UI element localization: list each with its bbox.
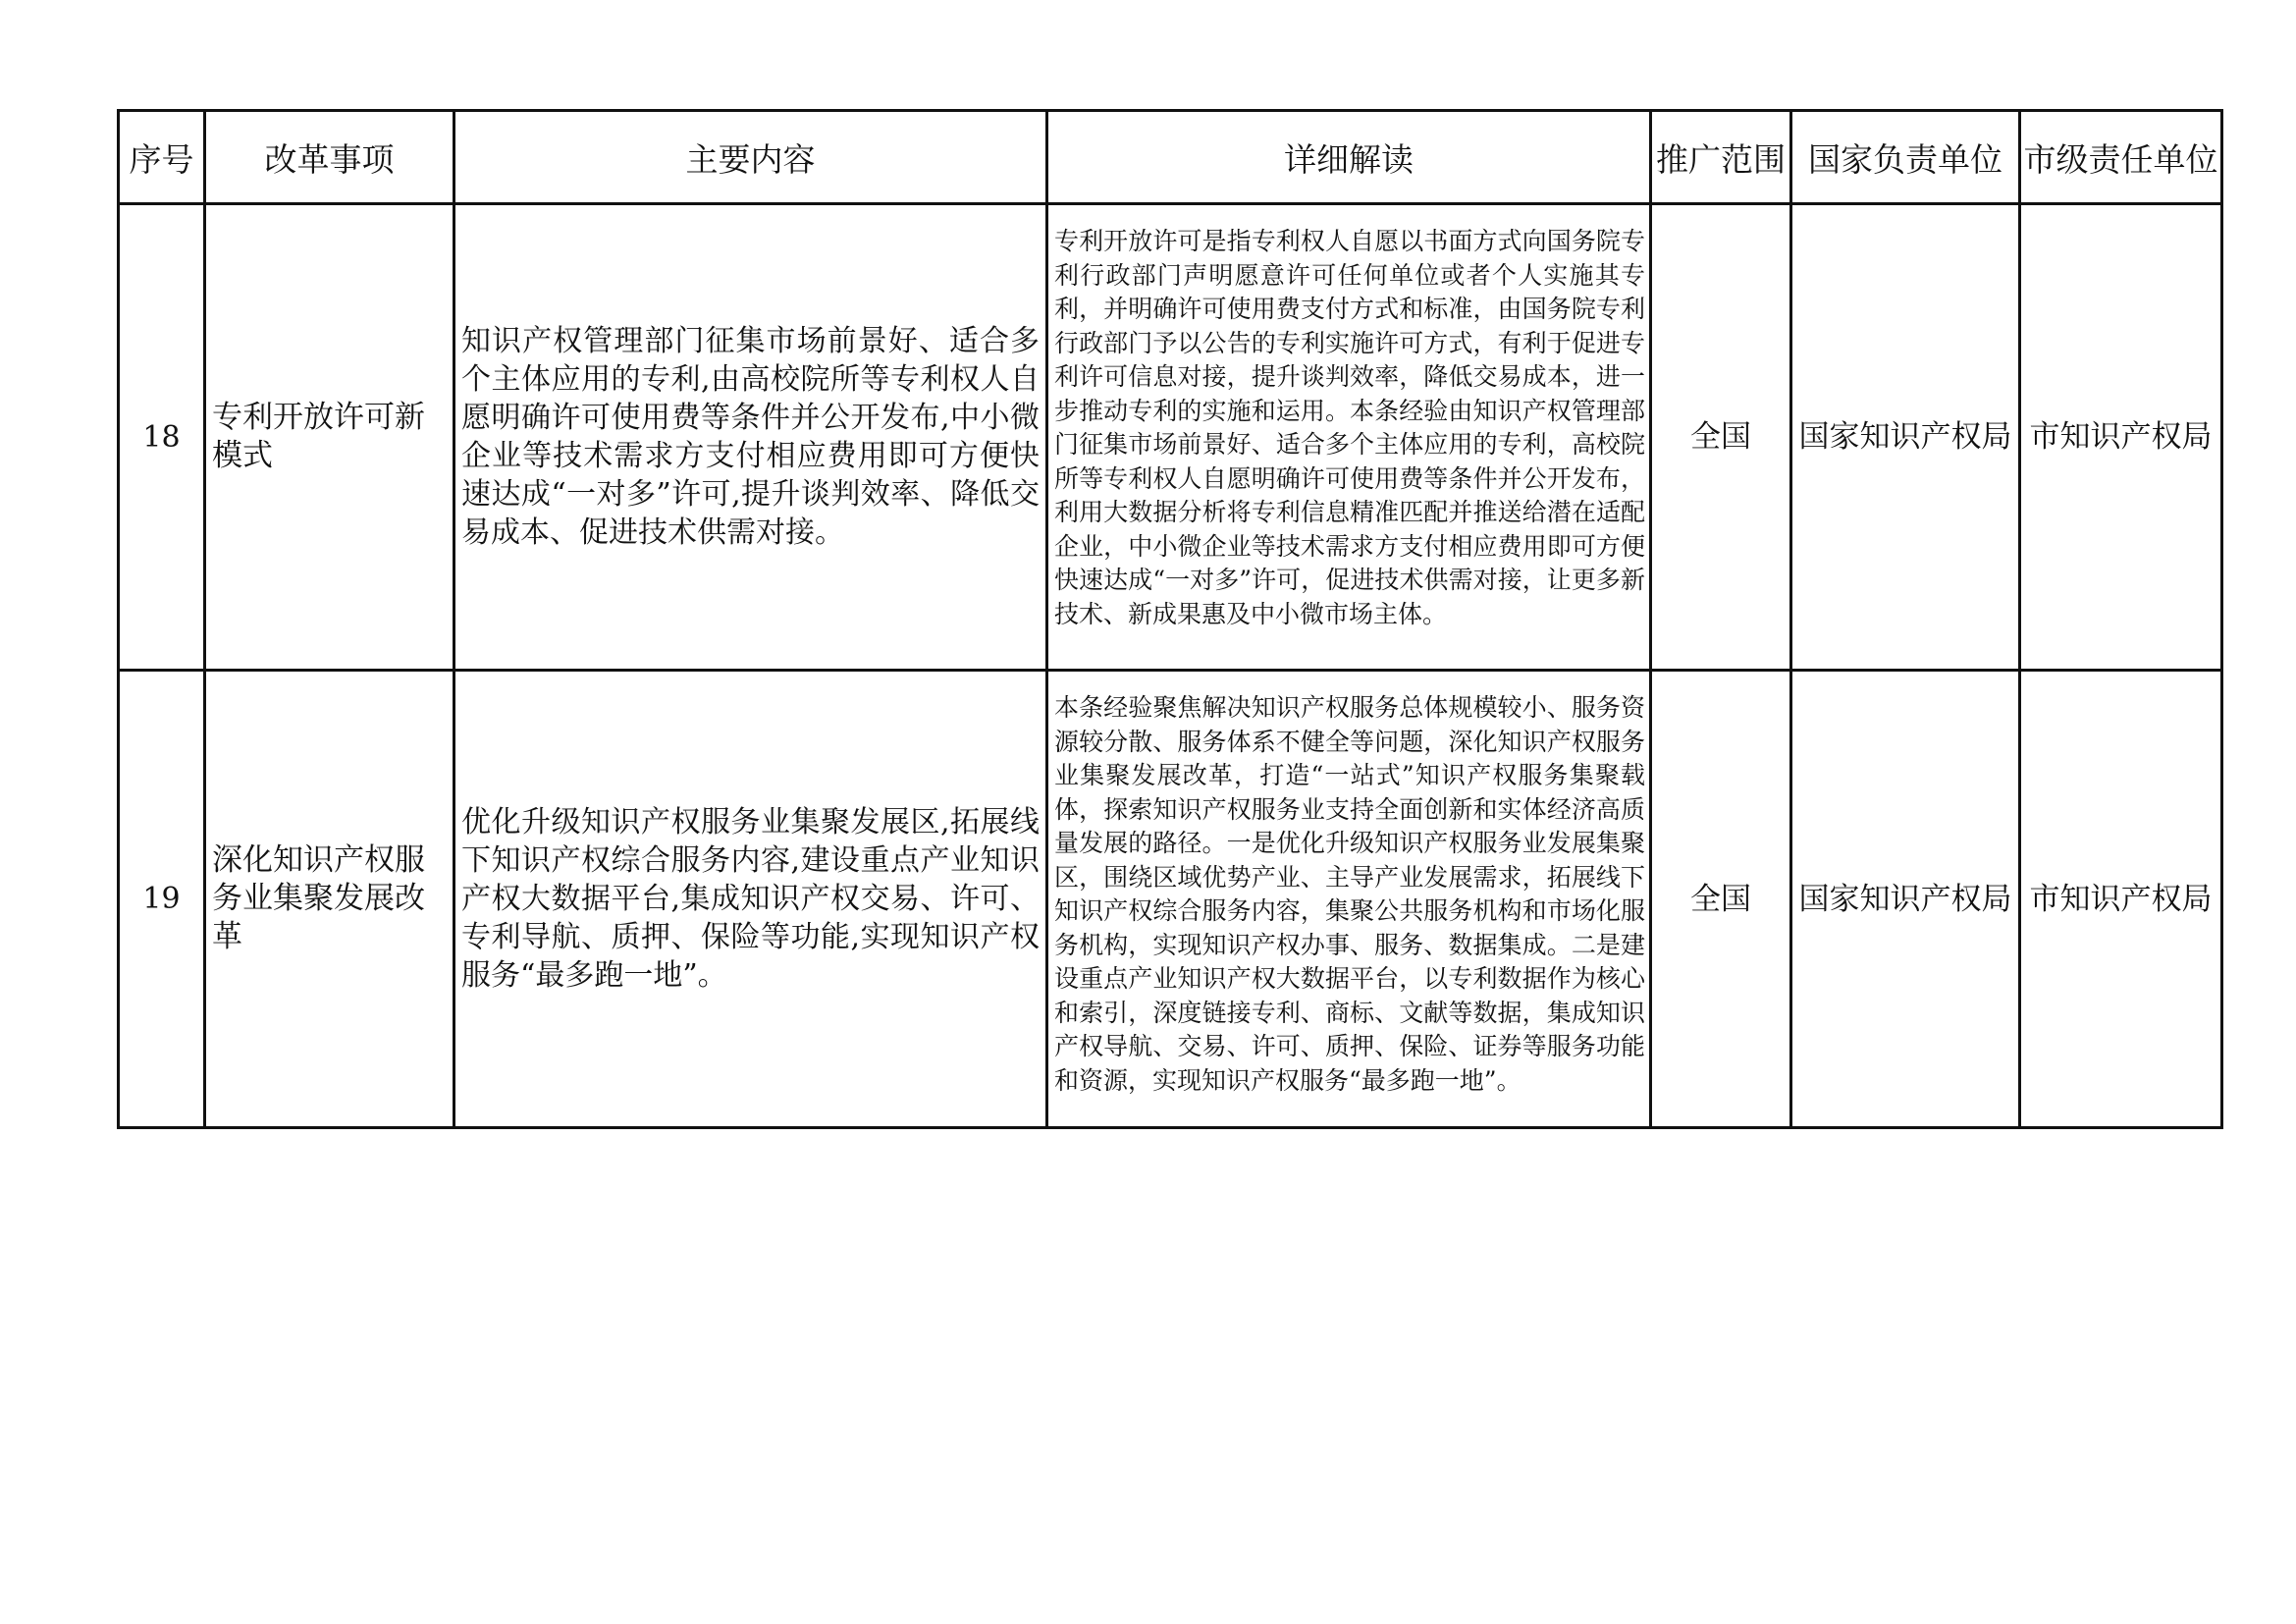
row-city-unit: 市知识产权局	[2020, 671, 2222, 1128]
header-seq: 序号	[119, 111, 205, 204]
header-scope: 推广范围	[1651, 111, 1791, 204]
row-city-unit: 市知识产权局	[2020, 204, 2222, 671]
row-scope: 全国	[1651, 204, 1791, 671]
header-row	[119, 111, 2222, 204]
row-seq: 18	[119, 204, 205, 671]
header-city-unit: 市级责任单位	[2020, 111, 2222, 204]
reform-table	[117, 109, 2223, 1129]
row-seq: 19	[119, 671, 205, 1128]
row-reform-item: 深化知识产权服务业集聚发展改革	[205, 671, 454, 1128]
row-national-unit: 国家知识产权局	[1791, 204, 2020, 671]
header-item: 改革事项	[205, 111, 454, 204]
row-detail: 本条经验聚焦解决知识产权服务总体规模较小、服务资源较分散、服务体系不健全等问题，深化知识产权服务业集聚发展改革，打造“一站式”知识产权服务集聚载体，探索知识产权服务业支持全面创新和实体经济高质量发展的路径。一是优化升级知识产权服务业发展集聚区，围绕区域优势产业、主导产业发展需求，拓展线下知识产权综合服务内容，集聚公共服务机构和市场化服务机构，实现知识产权办事、服务、数据集成。二是建设重点产业知识产权大数据平台，以专利数据作为核心和索引，深度链接专利、商标、文献等数据，集成知识产权导航、交易、许可、质押、保险、证券等服务功能和资源，实现知识产权服务“最多跑一地”。	[1047, 671, 1651, 1128]
header-detail: 详细解读	[1047, 111, 1651, 204]
header-main: 主要内容	[454, 111, 1047, 204]
row-scope: 全国	[1651, 671, 1791, 1128]
row-national-unit: 国家知识产权局	[1791, 671, 2020, 1128]
row-reform-item: 专利开放许可新模式	[205, 204, 454, 671]
table-row	[119, 204, 2222, 671]
row-main-content: 知识产权管理部门征集市场前景好、适合多个主体应用的专利,由高校院所等专利权人自愿明确许可使用费等条件并公开发布,中小微企业等技术需求方支付相应费用即可方便快速达成“一对多”许可,提升谈判效率、降低交易成本、促进技术供需对接。	[454, 204, 1047, 671]
table-row	[119, 671, 2222, 1128]
row-main-content: 优化升级知识产权服务业集聚发展区,拓展线下知识产权综合服务内容,建设重点产业知识产权大数据平台,集成知识产权交易、许可、专利导航、质押、保险等功能,实现知识产权服务“最多跑一地”。	[454, 671, 1047, 1128]
header-national-unit: 国家负责单位	[1791, 111, 2020, 204]
row-detail: 专利开放许可是指专利权人自愿以书面方式向国务院专利行政部门声明愿意许可任何单位或者个人实施其专利，并明确许可使用费支付方式和标准，由国务院专利行政部门予以公告的专利实施许可方式，有利于促进专利许可信息对接，提升谈判效率，降低交易成本，进一步推动专利的实施和运用。本条经验由知识产权管理部门征集市场前景好、适合多个主体应用的专利，高校院所等专利权人自愿明确许可使用费等条件并公开发布，利用大数据分析将专利信息精准匹配并推送给潜在适配企业，中小微企业等技术需求方支付相应费用即可方便快速达成“一对多”许可，促进技术供需对接，让更多新技术、新成果惠及中小微市场主体。	[1047, 204, 1651, 671]
